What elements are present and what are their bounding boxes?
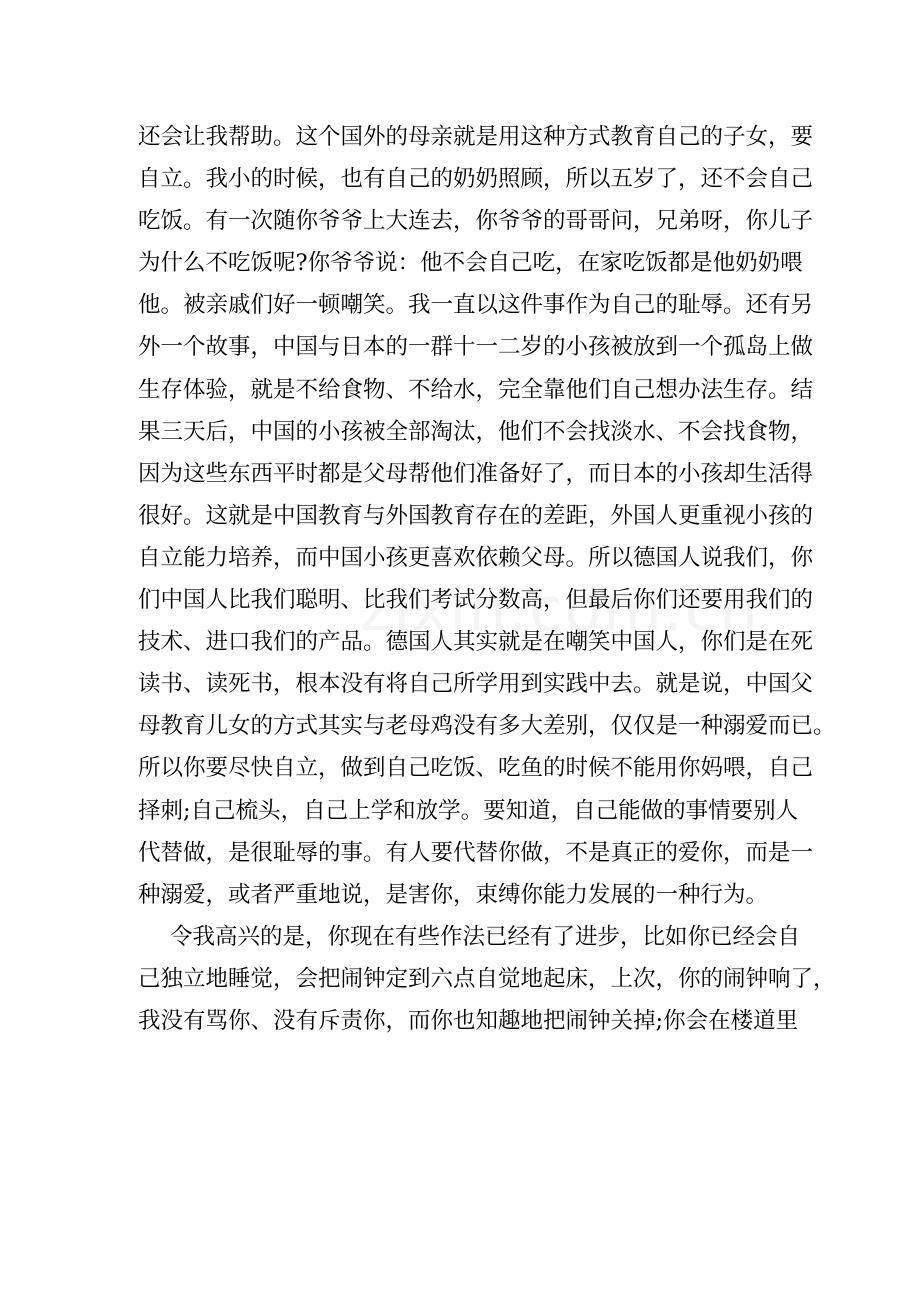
- text-line: 还会让我帮助。这个国外的母亲就是用这种方式教育自己的子女，要: [138, 124, 814, 150]
- text-line: 令我高兴的是，你现在有些作法已经有了进步，比如你已经会自: [170, 923, 801, 950]
- text-line: 很好。这就是中国教育与外国教育存在的差距，外国人更重视小孩的: [138, 502, 814, 529]
- text-line: 代替做，是很耻辱的事。有人要代替你做，不是真正的爱你，而是一: [138, 839, 814, 866]
- text-line: 读书、读死书，根本没有将自己所学用到实践中去。就是说，中国父: [138, 671, 814, 698]
- text-line: 技术、进口我们的产品。德国人其实就是在嘲笑中国人，你们是在死: [138, 629, 814, 656]
- text-line: 自立。我小的时候，也有自己的奶奶照顾，所以五岁了，还不会自己: [138, 166, 814, 193]
- text-line: 己独立地睡觉，会把闹钟定到六点自觉地起床，上次，你的闹钟响了，: [138, 965, 836, 992]
- text-line: 吃饭。有一次随你爷爷上大连去，你爷爷的哥哥问，兄弟呀，你儿子: [138, 208, 814, 235]
- text-line: 种溺爱，或者严重地说，是害你，束缚你能力发展的一种行为。: [138, 881, 769, 908]
- text-line: 外一个故事，中国与日本的一群十一二岁的小孩被放到一个孤岛上做: [138, 334, 814, 361]
- text-line: 生存体验，就是不给食物、不给水，完全靠他们自己想办法生存。结: [138, 376, 814, 403]
- text-line: 果三天后，中国的小孩被全部淘汰，他们不会找淡水、不会找食物，: [138, 418, 814, 445]
- text-line: 为什么不吃饭呢?你爷爷说：他不会自己吃，在家吃饭都是他奶奶喂: [138, 250, 803, 277]
- text-line: 母教育儿女的方式其实与老母鸡没有多大差别，仅仅是一种溺爱而已。: [138, 713, 836, 740]
- text-line: 自立能力培养，而中国小孩更喜欢依赖父母。所以德国人说我们，你: [138, 544, 814, 571]
- text-line: 所以你要尽快自立，做到自己吃饭、吃鱼的时候不能用你妈喂，自己: [138, 755, 814, 782]
- text-line: 们中国人比我们聪明、比我们考试分数高，但最后你们还要用我们的: [138, 587, 814, 614]
- text-line: 因为这些东西平时都是父母帮他们准备好了，而日本的小孩却生活得: [138, 460, 814, 487]
- text-line: 择刺;自己梳头，自己上学和放学。要知道，自己能做的事情要别人: [138, 797, 799, 824]
- text-line: 他。被亲戚们好一顿嘲笑。我一直以这件事作为自己的耻辱。还有另: [138, 292, 814, 319]
- body-text: [138, 116, 836, 1042]
- text-line: 我没有骂你、没有斥责你，而你也知趣地把闹钟关掉;你会在楼道里: [138, 1007, 799, 1034]
